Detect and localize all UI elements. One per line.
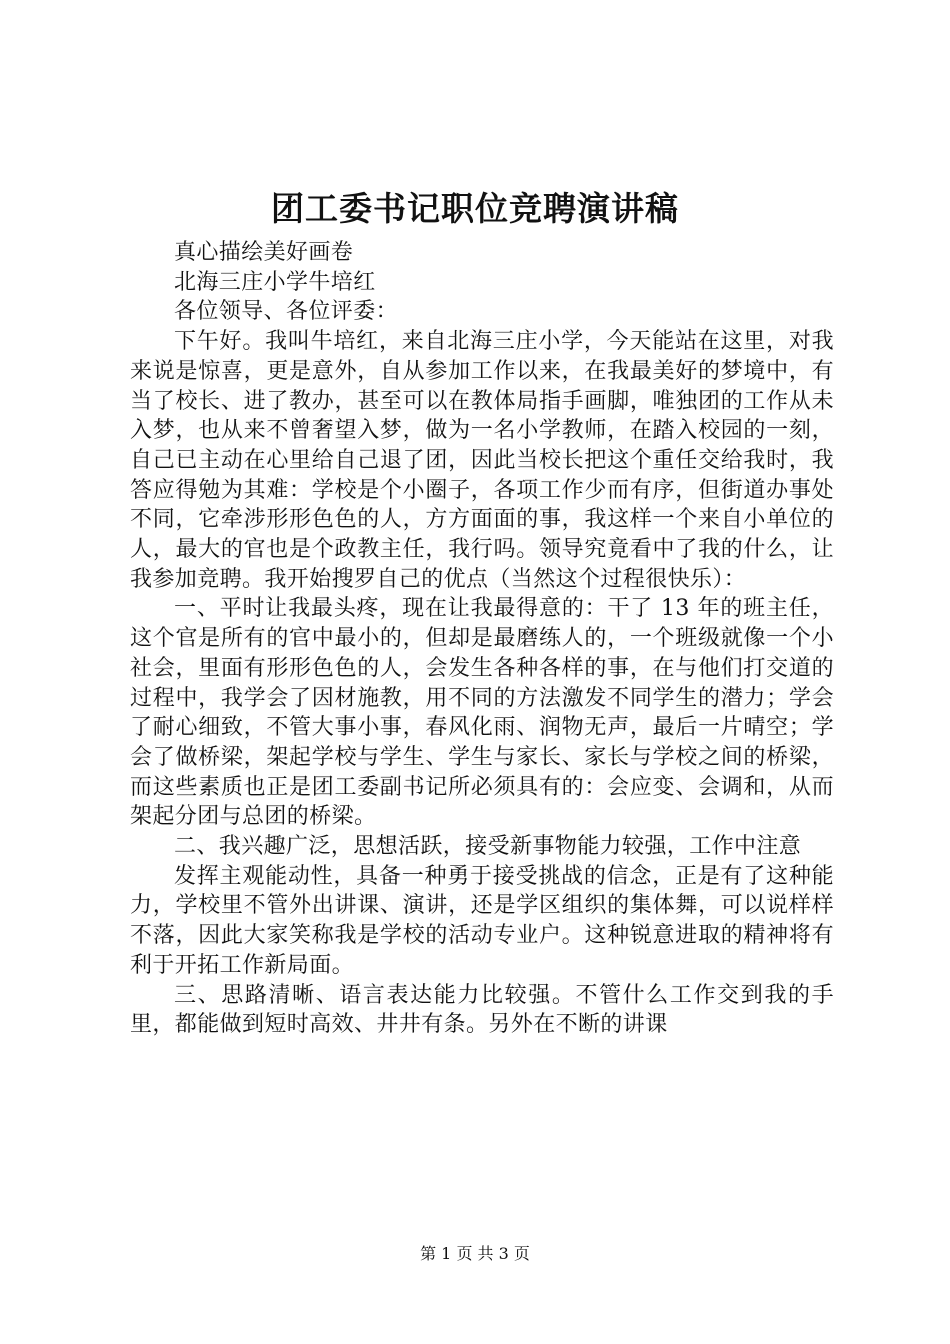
document-title: 团工委书记职位竞聘演讲稿: [271, 189, 679, 228]
paragraph-intro: 下午好。我叫牛培红，来自北海三庄小学，今天能站在这里，对我来说是惊喜，更是意外，自从参加工作以来，在我最美好的梦境中，有当了校长、进了教办，甚至可以在教体局指手画脚，唯独团的工作从未入梦，也从来不曾奢望入梦，做为一名小学教师，在踏入校园的一刻，自己已主动在心里给自己退了团，因此当校长把这个重任交给我时，我答应得勉为其难：学校是个小圈子，各项工作少而有序，但街道办事处不同，它牵涉形形色色的人，方方面面的事，我这样一个来自小单位的人，最大的官也是个政教主任，我行吗。领导究竟看中了我的什么，让我参加竞聘。我开始搜罗自己的优点（当然这个过程很快乐）：: [130, 329, 834, 592]
paragraph-subtitle: 真心描绘美好画卷: [174, 240, 354, 265]
paragraph-point-one: 一、平时让我最头疼，现在让我最得意的：干了 13 年的班主任，这个官是所有的官中最小的，但却是最磨练人的，一个班级就像一个小社会，里面有形形色色的人，会发生各种各样的事，在与他们打交道的过程中，我学会了因材施教，用不同的方法激发不同学生的潜力；学会了耐心细致，不管大事小事，春风化雨、润物无声，最后一片晴空；学会了做桥梁，架起学校与学生、学生与家长、家长与学校之间的桥梁，而这些素质也正是团工委副书记所必须具有的：会应变、会调和，从而架起分团与总团的桥梁。: [130, 596, 834, 830]
paragraph-point-three: 三、思路清晰、语言表达能力比较强。不管什么工作交到我的手里，都能做到短时高效、井井有条。另外在不断的讲课: [130, 982, 834, 1038]
paragraph-salutation: 各位领导、各位评委：: [174, 299, 399, 325]
document-body: [130, 238, 834, 1040]
paragraph-point-two-continued: 发挥主观能动性，具备一种勇于接受挑战的信念，正是有了这种能力，学校里不管外出讲课、演讲，还是学区组织的集体舞，可以说样样不落，因此大家笑称我是学校的活动专业户。这种锐意进取的精神将有利于开拓工作新局面。: [130, 863, 834, 978]
paragraph-point-two: 二、我兴趣广泛，思想活跃，接受新事物能力较强，工作中注意: [174, 834, 802, 860]
page-number-footer: 第 1 页 共 3 页: [420, 1244, 530, 1263]
paragraph-author: 北海三庄小学牛培红: [174, 269, 376, 295]
